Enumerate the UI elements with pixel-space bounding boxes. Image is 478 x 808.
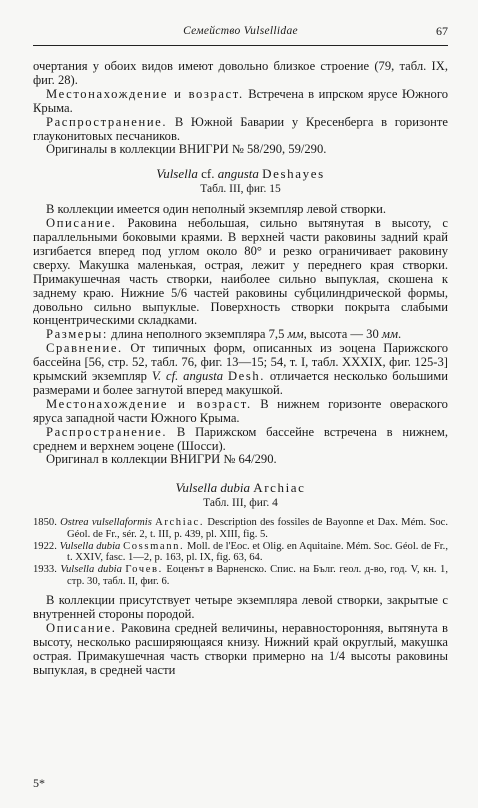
synonymy-list	[33, 517, 448, 587]
plate-reference: Табл. III, фиг. 15	[200, 183, 281, 196]
paragraph: Распространение. В Южной Баварии у Кресенберга в горизонте глауконитовых песчаников.	[33, 114, 448, 143]
paragraph: Описание. Раковина средней величины, неравносторонняя, вытянута в высоту, несколько расширяющаяся книзу. Нижний край округлый, макушка острая. Примакушечная часть створки примерно на 1/4 высоты раковины выпуклая, в средней части	[33, 621, 448, 677]
running-title: Семейство Vulsellidae	[183, 25, 298, 37]
paragraph: Местонахождение и возраст. Встречена в ипрском ярусе Южного Крыма.	[33, 86, 448, 115]
species-heading: Vulsella cf. angusta Deshayes	[156, 166, 325, 182]
synonymy-entry: 1933. Vulsella dubia Гочев. Еоценът в Варненско. Спис. на Бълг. геол. д-во, год. V, кн. 1, стр. 30, табл. II, фиг. 6.	[33, 564, 448, 587]
plate-reference: Табл. III, фиг. 4	[203, 497, 278, 510]
paragraph: очертания у обоих видов имеют довольно близкое строение (79, табл. IX, фиг. 28).	[33, 59, 448, 87]
paragraph: В коллекции присутствует четыре экземпляра левой створки, закрытые с внутренней стороны породой.	[33, 593, 448, 622]
synonymy-entry: 1922. Vulsella dubia Cossmann. Moll. de l'Eoc. et Olig. en Aquitaine. Mém. Soc. Géol. de Fr., t. XXIV, fasc. 1—2, p. 163, pl. IX, fig. 63, 64.	[33, 540, 448, 564]
paragraph: Распространение. В Парижском бассейне встречена в нижнем, среднем и верхнем эоцене (Шосси).	[33, 424, 448, 453]
paragraph: Оригиналы в коллекции ВНИГРИ № 58/290, 59/290.	[46, 142, 327, 157]
signature-mark: 5*	[33, 776, 45, 790]
paragraph: Сравнение. От типичных форм, описанных из эоцена Парижского бассейна [56, стр. 52, табл. 76, фиг. 13—15; 54, т. I, табл. XXXIX, фиг. 125-3] крымский экземпляр V. cf. angusta Desh. отличается несколько большими размерами и более загнутой вперед макушкой.	[33, 341, 448, 397]
paragraph: Описание. Раковина небольшая, сильно вытянутая в высоту, с параллельными боковыми краями. В верхней части раковины задний край изгибается вперед под углом около 80° и резко ограничивает раковину сверху. Макушка маленькая, острая, лежит у переднего края створки. Примакушечная часть створки, наиболее сильно выпуклая, скошена к заднему краю. Нижние 5/6 частей раковины субцилиндрической формы, довольно сильно выпуклые. Поверхность створки покрыта слабыми концентрическими складками.	[33, 216, 448, 328]
paragraph: Местонахождение и возраст. В нижнем горизонте овераского яруса западной части Южного Крыма.	[33, 396, 448, 425]
running-header	[33, 19, 448, 46]
synonymy-entry: 1850. Ostrea vulsellaformis Archiac. Description des fossiles de Bayonne et Dax. Mém. Soc. Géol. de Fr., sér. 2, t. III, p. 439, pl. XIII, fig. 5.	[33, 517, 448, 540]
text-body	[33, 60, 448, 678]
paragraph: Размеры: длина неполного экземпляра 7,5 мм, высота — 30 мм.	[46, 327, 402, 342]
paragraph: Оригинал в коллекции ВНИГРИ № 64/290.	[46, 452, 277, 467]
species-heading: Vulsella dubia Archiac	[175, 480, 306, 496]
paragraph: В коллекции имеется один неполный экземпляр левой створки.	[46, 202, 387, 217]
page-number: 67	[436, 24, 448, 38]
